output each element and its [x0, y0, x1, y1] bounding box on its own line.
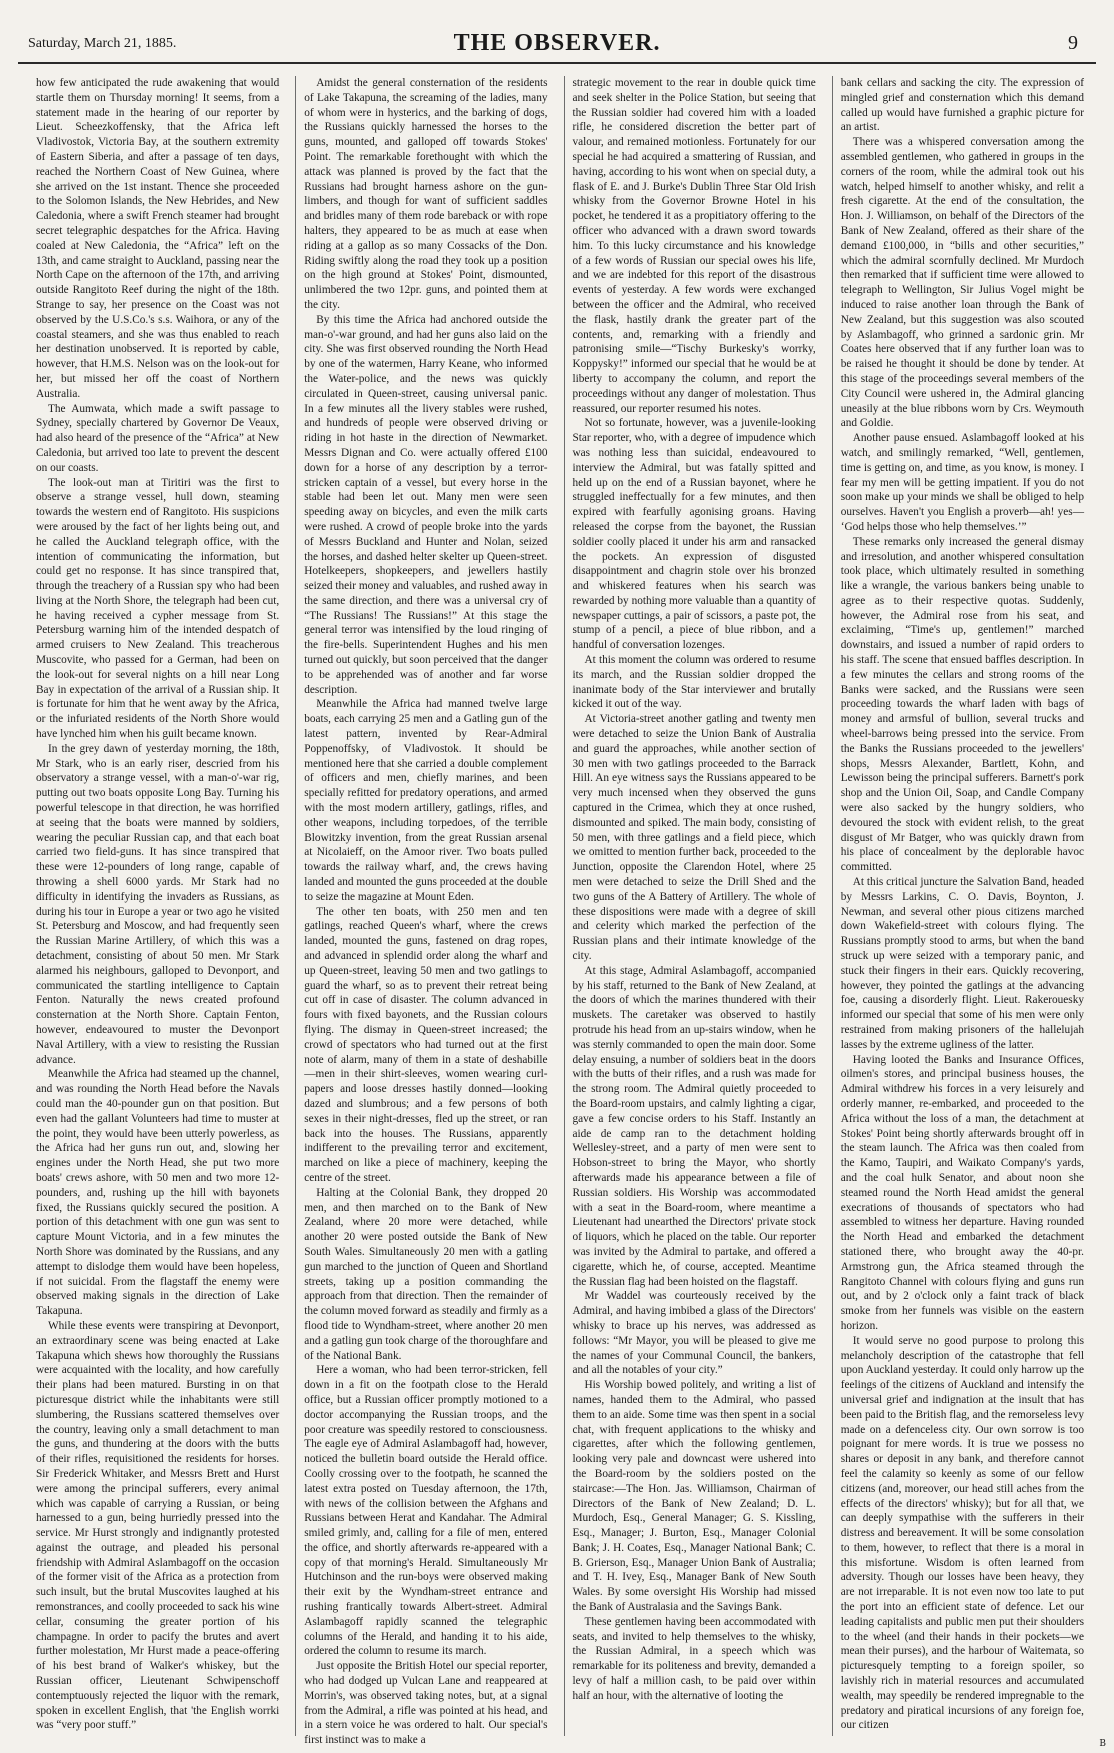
paragraph: Another pause ensued. Aslambagoff looked at his watch, and smilingly remarked, “Well, gentlemen, time is getting on, and time, as you know, is money. I fear my men will be getting impatient. If you do not soon make up your minds we shall be obliged to help ourselves. Haven't you English a proverb—ah! yes— ‘God helps those who help themselves.’” [840, 432, 1084, 533]
paragraph: Meanwhile the Africa had steamed up the channel, and was rounding the North Head before the Navals could man the 40-pounder gun on that position. But even had the gallant Volunteers had time to muster at the point, they would have been utterly powerless, as the Africa had her guns run out, and, slowing her engines under the North Head, she put two more boats' crews ashore, with 50 men and two more 12-pounders, and, rushing up the hill with bayonets fixed, the Russians quickly secured the position. A portion of this detachment with one gun was sent to capture Mount Victoria, and in a few minutes the North Shore was dominated by the Russians, and any attempt to dislodge them would have been hopeless, if not suicidal. From the flagstaff the enemy were observed making signals in the direction of Lake Takapuna. [36, 1068, 280, 1318]
paragraph: Mr Waddel was courteously received by the Admiral, and having imbibed a glass of the Directors' whisky to brace up his nerves, was addressed as follows: “Mr Mayor, you will be pleased to give me the names of your Communal Council, the bankers, and all the notables of your city.” [572, 1290, 816, 1377]
paragraph: bank cellars and sacking the city. The expression of mingled grief and consternation which this demand called up would have furnished a graphic picture for an artist. [840, 77, 1084, 134]
paragraph: At this moment the column was ordered to resume its march, and the Russian soldier dropped the inanimate body of the Star interviewer and brutally kicked it out of the way. [572, 654, 816, 711]
page-number: 9 [1068, 32, 1078, 54]
paragraph: Meanwhile the Africa had manned twelve large boats, each carrying 25 men and a Gatling gun of the latest pattern, invented by Rear-Admiral Poppenoffsky, of Vladivostok. It should be mentioned here that she carried a double complement of officers and men, chiefly marines, and been specially refitted for predatory operations, and armed with the most modern artillery, gatlings, rifles, and other weapons, including torpedoes, of the terrible Blowitzky invention, from the great Russian arsenal at Nicolaieff, on the Amoor river. Two boats pulled towards the railway wharf, and, the crews having landed and mounted the guns proceeded at the double to seize the magazine at Mount Eden. [304, 698, 548, 903]
column-2 [295, 76, 551, 1747]
paragraph: Just opposite the British Hotel our special reporter, who had dodged up Vulcan Lane and reappeared at Morrin's, was observed taking notes, but, at a signal from the Admiral, a rifle was pointed at his head, and in a stern voice he was ordered to halt. Our special's first instinct was to make a [304, 1660, 548, 1747]
paragraph: There was a whispered conversation among the assembled gentlemen, who gathered in groups in the corners of the room, while the admiral took out his watch, helped himself to another whisky, and relit a fresh cigarette. At the end of the consultation, the Hon. J. Williamson, on behalf of the Directors of the Bank of New Zealand, offered as their share of the demand £100,000, in “bills and other securities,” which the admiral scornfully declined. Mr Murdoch then remarked that if sufficient time were allowed to telegraph to Wellington, Sir Julius Vogel might be induced to raise another loan through the Bank of New Zealand, but this suggestion was also scouted by Aslambagoff, who grinned a sardonic grin. Mr Coates here observed that if any further loan was to be raised he thought it should be done by tender. At this stage of the proceedings several members of the City Council were ushered in, the Admiral glancing uneasily at the blue ribbons worn by Crs. Weymouth and Goldie. [840, 136, 1084, 430]
column-4 [832, 76, 1088, 1736]
corner-mark: B [1099, 1739, 1106, 1749]
paragraph: By this time the Africa had anchored outside the man-o'-war ground, and had her guns also laid on the city. She was first observed rounding the North Head by one of the watermen, Harry Keane, who informed the Water-police, and the news was quickly circulated in Queen-street, causing universal panic. In a few minutes all the livery stables were rushed, and hundreds of people were observed driving or riding in hot haste in the direction of Newmarket. Messrs Dignan and Co. were actually offered £100 down for a horse of any description by a terror-stricken captain of a vessel, but every horse in the stable had been let out. Many men were seen speeding away on bicycles, and even the milk carts were rushed. A crowd of people broke into the yards of Messrs Buckland and Hunter and Nolan, seized the horses, and dashed helter skelter up Queen-street. Hotelkeepers, shopkeepers, and jewellers hastily seized their money and valuables, and rushed away in the same direction, and there was a universal cry of “The Russians! The Russians!” At this stage the general terror was intensified by the loud ringing of the fire-bells. Superintendent Hughes and his men turned out quickly, but soon perceived that the danger to be apprehended was of another and far worse description. [304, 313, 548, 696]
masthead [18, 30, 1096, 64]
paragraph: At this critical juncture the Salvation Band, headed by Messrs Larkins, C. O. Davis, Boynton, J. Newman, and several other pious citizens marched down Wakefield-street with colours flying. The Russians promptly stood to arms, but when the band struck up were seized with a temporary panic, and stuck their fingers in their ears. Quickly recovering, however, they pointed the gatlings at the advancing foe, causing a disorderly flight. Lieut. Rakerouesky informed our special that some of his men were only restrained from making prisoners of the hallelujah lasses by the extreme ugliness of the latter. [840, 876, 1084, 1051]
column-3 [564, 76, 820, 1736]
paragraph: The Aumwata, which made a swift passage to Sydney, specially chartered by Governor De Veaux, had also heard of the presence of the “Africa” at New Caledonia, but arrived too late to prevent the descent on our coasts. [36, 402, 280, 474]
paragraph: These remarks only increased the general dismay and irresolution, and another whispered consultation took place, which ultimately resulted in something like a wrangle, the various bankers being unable to agree as to their respective quotas. Suddenly, however, the Admiral rose from his seat, and exclaiming, “Time's up, gentlemen!” marched downstairs, and issued a number of rapid orders to his staff. The scene that ensued baffles description. In a few minutes the cellars and strong rooms of the Banks were sacked, and the Russians were seen proceeding towards the wharf laden with bags of money and armsful of bullion, several trucks and wheel-barrows being pressed into the service. From the Banks the Russians proceeded to the jewellers' shops, Messrs Alexander, Bartlett, Kohn, and Lewisson being the principal sufferers. Barnett's pork shop and the Union Oil, Soap, and Candle Company were also sacked by the hungry soldiers, who devoured the stock with evident relish, to the great disgust of Mr Batger, who was quickly drawn from his place of concealment by the deplorable havoc committed. [840, 535, 1084, 874]
column-1 [36, 76, 283, 1736]
paragraph: Not so fortunate, however, was a juvenile-looking Star reporter, who, with a degree of impudence which was nothing less than suicidal, endeavoured to interview the Admiral, but was fatally spitted and held up on the end of a Russian bayonet, where he struggled ineffectually for a few minutes, and then expired with fearfully agonising groans. Having released the corpse from the bayonet, the Russian soldier coolly placed it under his arm and ransacked the pockets. An expression of disgusted disappointment and chagrin stole over his bronzed and whiskered features when his search was rewarded by nothing more valuable than a quantity of newspaper cuttings, a pair of scissors, a paste pot, the stump of a pencil, a piece of blue ribbon, and a handful of conversation lozenges. [572, 417, 816, 652]
paragraph: These gentlemen having been accommodated with seats, and invited to help themselves to the whisky, the Russian Admiral, in a speech which was remarkable for its politeness and brevity, demanded a levy of half a million cash, to be paid over within half an hour, with the alternative of looting the [572, 1615, 816, 1702]
paragraph: Amidst the general consternation of the residents of Lake Takapuna, the screaming of the ladies, many of whom were in hysterics, and the barking of dogs, the Russians quickly harnessed the horses to the guns, mounted, and galloped off towards Stokes' Point. The remarkable forethought with which the attack was planned is proved by the fact that the Russians had brought harness ashore on the gun-limbers, and though for want of sufficient saddles and bridles many of them rode bareback or with rope halters, they appeared to be as much at ease when riding at a gallop as so many Cossacks of the Don. Riding swiftly along the road they took up a position on the high ground at Stokes' Point, dismounted, unlimbered the two 12pr. guns, and pointed them at the city. [304, 77, 548, 311]
paragraph: In the grey dawn of yesterday morning, the 18th, Mr Stark, who is an early riser, descried from his observatory a strange vessel, with a man-o'-war rig, putting out two boats opposite Long Bay. Turning his powerful telescope in that direction, he was horrified at seeing that the boats were manned by soldiers, wearing the peculiar Russian cap, and that each boat carried two field-guns. It has since transpired that these were 12-pounders of long range, capable of throwing a shell 6000 yards. Mr Stark had no difficulty in identifying the invaders as Russians, as during his tour in Europe a year or two ago he visited St. Petersburg and Moscow, and had frequently seen the Russian Marine Artillery, of which this was a detachment, consisting of about 50 men. Mr Stark alarmed his neighbours, galloped to Devonport, and communicated the startling intelligence to Captain Fenton. Naturally the news created profound consternation at the North Shore. Captain Fenton, however, endeavoured to muster the Devonport Naval Artillery, with a view to resisting the Russian advance. [36, 742, 280, 1066]
article-columns [36, 76, 1088, 1747]
paragraph: Here a woman, who had been terror-stricken, fell down in a fit on the footpath close to the Herald office, but a Russian officer promptly motioned to a doctor accompanying the Russian troops, and the poor creature was speedily restored to consciousness. The eagle eye of Admiral Aslambagoff had, however, noticed the bulletin board outside the Herald office. Coolly crossing over to the footpath, he scanned the latest extra posted on Tuesday afternoon, the 17th, with news of the collision between the Afghans and Russians between Herat and Kandahar. The Admiral smiled grimly, and, calling for a file of men, entered the office, and shortly afterwards re-appeared with a copy of that morning's Herald. Simultaneously Mr Hutchinson and the run-boys were observed making their exit by the Wyndham-street entrance and rushing frantically towards Albert-street. Admiral Aslambagoff rapidly scanned the telegraphic columns of the Herald, and handing it to his aide, ordered the column to resume its march. [304, 1364, 548, 1658]
paragraph: It would serve no good purpose to prolong this melancholy description of the catastrophe that fell upon Auckland yesterday. It could only harrow up the feelings of the citizens of Auckland and intensify the universal grief and indignation at the insult that has been paid to the British flag, and the remorseless levy made on a defenceless city. Our own sorrow is too poignant for mere words. It is true we possess no shares or deposit in any bank, and therefore cannot feel the calamity so keenly as some of our fellow citizens (and, moreover, our head still aches from the effects of the directors' whisky); but for all that, we can deeply sympathise with the sufferers in their distress and bereavement. It will be some consolation to them, however, to reflect that there is a moral in this misfortune. Wisdom is often learned from adversity. Though our losses have been heavy, they are not irreparable. It is not even now too late to put the port into an efficient state of defence. Let our leading capitalists and public men put their shoulders to the wheel (and their hands in their pockets—we mean their purses), and the harbour of Waitemata, so picturesquely tempting to a foreign spoiler, so lavishly rich in material resources and accumulated wealth, may speedily be rendered impregnable to the predatory and piratical incursions of any foreign foe, our citizen [840, 1334, 1084, 1732]
paragraph: The other ten boats, with 250 men and ten gatlings, reached Queen's wharf, where the crews landed, mounted the guns, fastened on drag ropes, and advanced in splendid order along the wharf and up Queen-street, leaving 50 men and two gatlings to guard the wharf, so as to prevent their retreat being cut off in case of disaster. The column advanced in fours with fixed bayonets, and the Russian colours flying. The dismay in Queen-street increased; the crowd of spectators who had turned out at the first note of alarm, many of them in a state of deshabille—men in their shirt-sleeves, women wearing curl-papers and loose dresses hastily donned—looking dazed and slumbrous; and a few persons of both sexes in their night-dresses, fled up the street, or ran back into the houses. The Russians, apparently indifferent to the prevailing terror and excitement, marched on like a piece of machinery, keeping the centre of the street. [304, 905, 548, 1184]
paragraph: how few anticipated the rude awakening that would startle them on Thursday morning! It seems, from a statement made in the hearing of our reporter by Lieut. Scheezkoffensky, that the Africa left Vladivostok, Victoria Bay, at the southern extremity of Eastern Siberia, and after a passage of ten days, reached the Northern Coast of New Guinea, where she arrived on the 1st instant. Thence she proceeded to the Solomon Islands, the New Hebrides, and New Caledonia, where a swift French steamer had brought secret telegraphic despatches for the Africa. Having coaled at New Caledonia, the “Africa” left on the 13th, and came straight to Auckland, passing near the North Cape on the afternoon of the 17th, and arriving outside Rangitoto Reef during the night of the 18th. Strange to say, her presence on the Coast was not observed by the U.S.Co.'s s.s. Waihora, or any of the coastal steamers, and she was thus enabled to reach her destination unobserved. It is reported by cable, however, that H.M.S. Nelson was on the look-out for her, but missed her off the coast of Northern Australia. [36, 77, 280, 400]
paragraph: His Worship bowed politely, and writing a list of names, handed them to the Admiral, who passed them to an aide. Some time was then spent in a social chat, with frequent applications to the whisky and cigarettes, after which the following gentlemen, looking very pale and downcast were ushered into the Board-room by the soldiers posted on the staircase:—The Hon. Jas. Williamson, Chairman of Directors of the Bank of New Zealand; D. L. Murdoch, Esq., General Manager; G. S. Kissling, Esq., Manager; J. Burton, Esq., Manager Colonial Bank; J. H. Coates, Esq., Manager National Bank; C. B. Grierson, Esq., Manager Union Bank of Australia; and T. H. Ivey, Esq., Manager Bank of New South Wales. By some oversight His Worship had missed the Bank of Australasia and the Savings Bank. [572, 1379, 816, 1614]
paragraph: At this stage, Admiral Aslambagoff, accompanied by his staff, returned to the Bank of New Zealand, at the doors of which the marines thundered with their muskets. The caretaker was observed to hastily protrude his head from an up-stairs window, when he was sternly commanded to open the main door. Some delay ensuing, a number of soldiers beat in the doors with the butts of their rifles, and a rush was made for the strong room. The Admiral quietly proceeded to the Board-room upstairs, and calmly lighting a cigar, gave a few concise orders to his Staff. Instantly an aide de camp ran to the detachment holding Wellesley-street, and a party of men were sent to Hobson-street to bring the Mayor, who shortly afterwards made his appearance between a file of Russian soldiers. His Worship was accommodated with a seat in the Board-room, where meantime a Lieutenant had unearthed the Directors' private stock of liquors, which he placed on the table. Our reporter was invited by the Admiral to partake, and offered a cigarette, which he, of course, accepted. Meantime the Russian flag had been hoisted on the flagstaff. [572, 964, 816, 1288]
paragraph: At Victoria-street another gatling and twenty men were detached to seize the Union Bank of Australia and guard the approaches, while another section of 30 men with two gatlings proceeded to the Barrack Hill. An eye witness says the Russians appeared to be very much incensed when they observed the guns captured in the Crimea, which they at once rushed, dismounted and spiked. The main body, consisting of 50 men, with three gatlings and a field piece, which we omitted to mention further back, proceeded to the Junction, opposite the Clarendon Hotel, where 25 men were detached to seize the Drill Shed and the two guns of the A Battery of Artillery. The whole of these dispositions were made with a degree of skill and celerity which marked the perfection of the Russian plans and their intimate knowledge of the city. [572, 713, 816, 963]
paragraph: Halting at the Colonial Bank, they dropped 20 men, and then marched on to the Bank of New Zealand, where 20 more were detached, while another 20 were posted outside the Bank of New South Wales. Simultaneously 20 men with a gatling gun marched to the junction of Queen and Shortland streets, taking up a position commanding the approach from that direction. Then the remainder of the column moved forward as steadily and firmly as a flood tide to Wyndham-street, where another 20 men and a gatling gun took charge of the thoroughfare and of the National Bank. [304, 1186, 548, 1362]
issue-date: Saturday, March 21, 1885. [28, 36, 177, 51]
newspaper-title: THE OBSERVER. [453, 30, 661, 56]
paragraph: strategic movement to the rear in double quick time and seek shelter in the Police Station, but seeing that the Russian soldier had covered him with a loaded rifle, he considered discretion the better part of valour, and remained motionless. Fortunately for our special he had acquired a smattering of Russian, and having, according to his wont when on special duty, a flask of E. and J. Burke's Dublin Three Star Old Irish whisky from the Governor Browne Hotel in his pocket, he tendered it as a propitiatory offering to the officer who advanced with a drawn sword towards him. To this lucky circumstance and his knowledge of a few words of Russian our special owes his life, and we are indebted for this report of the disastrous events of yesterday. A few words were exchanged between the officer and the Admiral, who received the flask, hastily drank the greater part of the contents, and, remarking with a friendly and patronising smile—“Tischy Burkesky's worrky, Koppysky!” informed our special that he would be at liberty to accompany the column, and report the proceedings without any danger of molestation. Thus reassured, our reporter resumed his notes. [572, 77, 816, 415]
paragraph: Having looted the Banks and Insurance Offices, oilmen's stores, and principal business houses, the Admiral withdrew his forces in a very leisurely and orderly manner, re-embarked, and proceeded to the Africa without the loss of a man, the detachment at Stokes' Point being shortly afterwards brought off in the steam launch. The Africa was then coaled from the Kamo, Taupiri, and Waikato Company's yards, and the coal hulk Senator, and about noon she steamed round the North Head amidst the general execrations of thousands of spectators who had assembled to witness her departure. Having rounded the North Head and embarked the detachment stationed there, who brought away the 40-pr. Armstrong gun, the Africa steamed through the Rangitoto Channel with colours flying and guns run out, and by 2 o'clock only a faint track of black smoke from her funnels was visible on the eastern horizon. [840, 1053, 1084, 1332]
paragraph: The look-out man at Tiritiri was the first to observe a strange vessel, hull down, steaming towards the western end of Rangitoto. His suspicions were aroused by the fact of her lights being out, and he called the Auckland telegraph office, with the intention of communicating the information, but could get no response. It has since transpired that, through the treachery of a Russian spy who had been living at the North Shore, the telegraph had been cut, he having received a cypher message from St. Petersburg warning him of the intended despatch of armed cruisers to New Zealand. This treacherous Muscovite, who passed for a German, had been on the look-out for several nights on a hill near Long Bay in expectation of the arrival of a Russian ship. It is fortunate for him that he went away by the Africa, or the infuriated residents of the North Shore would have lynched him when his guilt became known. [36, 476, 280, 741]
paragraph: While these events were transpiring at Devonport, an extraordinary scene was being enacted at Lake Takapuna which shews how thoroughly the Russians were acquainted with the locality, and how carefully their plans had been matured. Bursting in on that picturesque district while the inhabitants were still slumbering, the Russians scattered themselves over the country, leaving only a small detachment to man the guns, and thundering at the doors with the butts of their rifles, requisitioned the residents for horses. Sir Frederick Whitaker, and Messrs Brett and Hurst were among the principal sufferers, every animal which was capable of carrying a Russian, or being harnessed to a gun, being hurriedly pressed into the service. Mr Hurst strongly and indignantly protested against the outrage, and pleaded his personal friendship with Admiral Aslambagoff on the occasion of the former visit of the Africa as a protection from such insult, but the brutal Muscovites laughed at his remonstrances, and coolly proceeded to sack his wine cellar, consuming the greater portion of his champagne. In order to pacify the brutes and avert further molestation, Mr Hurst made a peace-offering of his best brand of Walker's whiskey, but the Russian officer, Lieutenant Schwipenschoff contemptuously rejected the liquor with the remark, spoken in excellent English, that 'the English worrki was “very poor stuff.” [36, 1319, 280, 1732]
